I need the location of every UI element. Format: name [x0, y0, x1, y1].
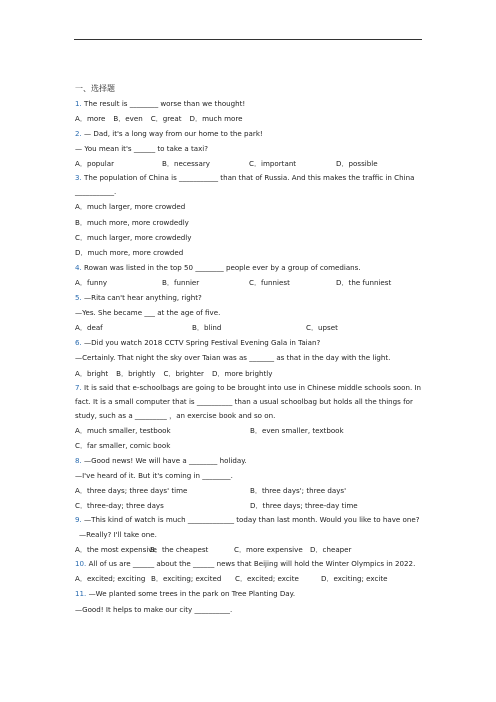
option-d[interactable]: D．the funniest — [336, 277, 392, 287]
question-2-line-2: — You mean it's ______ to take a taxi? — [75, 144, 209, 154]
question-1 — [75, 96, 425, 111]
question-text: —This kind of watch is much _____________ today than last month. Would you like to have one? — [84, 515, 420, 525]
question-9-line-2: —Really? I'll take one. — [79, 530, 157, 540]
option-c[interactable]: C．excited; excite — [235, 574, 299, 584]
question-number: 8. — [75, 455, 82, 465]
options-7 — [75, 423, 425, 438]
question-6 — [75, 335, 425, 350]
question-text: The result is ________ worse than we thought! — [84, 99, 246, 108]
question-3 — [75, 171, 425, 199]
option-b[interactable]: B．funnier — [162, 277, 200, 287]
options-2 — [75, 156, 425, 171]
option-b[interactable]: B．three days'; three days' — [250, 485, 347, 495]
option-d[interactable]: D．cheaper — [310, 545, 352, 555]
option-c[interactable]: C．great — [150, 114, 182, 124]
option-d[interactable]: D．much more — [189, 114, 243, 124]
option-c[interactable]: C．much larger, more crowdedly — [75, 232, 192, 242]
question-number: 6. — [75, 338, 82, 348]
question-text: —We planted some trees in the park on Tree Planting Day. — [88, 589, 296, 599]
options-9 — [75, 542, 425, 557]
option-a[interactable]: A．more — [75, 114, 106, 124]
option-c[interactable]: C．funniest — [249, 277, 290, 287]
option-c[interactable]: C．important — [249, 159, 297, 169]
question-number: 1. — [75, 99, 82, 108]
option-c[interactable]: C．brighter — [163, 368, 204, 378]
option-d[interactable]: D．three days; three-day time — [250, 501, 358, 511]
question-5-line-2: —Yes. She became ___ at the age of five. — [75, 308, 221, 318]
options-6 — [75, 366, 425, 381]
question-number: 10. — [75, 559, 87, 569]
question-number: 3. — [75, 173, 82, 183]
option-b[interactable]: B．exciting; excited — [151, 574, 222, 584]
question-8-line-2: —I've heard of it. But it's coming in ________. — [75, 470, 233, 480]
section-title: 一、选择题 — [75, 84, 115, 93]
option-c[interactable]: C．upset — [306, 323, 338, 333]
options-4 — [75, 275, 425, 290]
option-d[interactable]: D．possible — [336, 159, 378, 169]
option-b[interactable]: B．even — [113, 114, 143, 124]
option-a[interactable]: A．bright — [75, 368, 109, 378]
question-text: It is said that e-schoolbags are going to be brought into use in Chinese middle schools soon. In fact. It is a small computer that is __________ than a usual schoolbag but holds all the things for study, such as a _________ ，an exercise book and so on. — [75, 382, 422, 420]
question-number: 7. — [75, 382, 82, 392]
question-text: —Rita can't hear anything, right? — [84, 293, 202, 303]
question-number: 11. — [75, 589, 87, 599]
question-9 — [75, 513, 425, 527]
header-rule — [74, 39, 422, 40]
option-a[interactable]: A．popular — [75, 159, 115, 169]
option-a[interactable]: A．the most expensive — [75, 545, 157, 555]
option-a[interactable]: A．three days; three days' time — [75, 485, 188, 495]
option-a[interactable]: A．much smaller, testbook — [75, 425, 171, 435]
option-b[interactable]: B．blind — [192, 323, 222, 333]
question-text: Rowan was listed in the top 50 ________ people ever by a group of comedians. — [84, 262, 361, 272]
question-text: —Good news! We will have a ________ holiday. — [84, 455, 247, 465]
options-1 — [75, 111, 425, 126]
question-10 — [75, 557, 425, 571]
option-a[interactable]: A．deaf — [75, 323, 103, 333]
content — [75, 83, 425, 617]
option-c[interactable]: C．far smaller, comic book — [75, 440, 171, 450]
question-number: 2. — [75, 129, 82, 139]
option-c[interactable]: C．three-day; three days — [75, 501, 164, 511]
question-6-line-2: —Certainly. That night the sky over Taian was as _______ as that in the day with the light. — [75, 353, 391, 363]
option-c[interactable]: C．more expensive — [234, 545, 303, 555]
option-b[interactable]: B．necessary — [162, 159, 210, 169]
option-d[interactable]: D．more brightly — [211, 368, 273, 378]
option-a[interactable]: A．much larger, more crowded — [75, 202, 186, 212]
question-text: — Dad, it's a long way from our home to the park! — [84, 129, 263, 139]
question-text: —Did you watch 2018 CCTV Spring Festival Evening Gala in Taian? — [84, 338, 321, 348]
question-8 — [75, 453, 425, 468]
question-11 — [75, 586, 425, 601]
option-b[interactable]: B．even smaller, textbook — [250, 425, 344, 435]
options-8-ab — [75, 483, 425, 498]
option-a[interactable]: A．excited; exciting — [75, 574, 146, 584]
question-text: All of us are ______ about the ______ news that Beijing will hold the Winter Olympics in 2022. — [88, 559, 416, 569]
question-4 — [75, 260, 425, 275]
question-number: 4. — [75, 262, 82, 272]
option-d[interactable]: D．exciting; excite — [321, 574, 388, 584]
option-d[interactable]: D．much more, more crowded — [75, 247, 184, 257]
question-text: The population of China is ___________ than that of Russia. And this makes the traffic in China ___________. — [75, 173, 415, 197]
option-b[interactable]: B．brightly — [116, 368, 156, 378]
question-11-line-2: —Good! It helps to make our city __________. — [75, 604, 233, 614]
option-a[interactable]: A．funny — [75, 277, 108, 287]
options-5 — [75, 320, 425, 335]
question-number: 5. — [75, 293, 82, 303]
option-b[interactable]: B．much more, more crowdedly — [75, 217, 189, 227]
question-5 — [75, 290, 425, 305]
options-8-cd — [75, 498, 425, 513]
options-10 — [75, 571, 425, 586]
question-2 — [75, 126, 425, 141]
option-b[interactable]: B．the cheapest — [150, 545, 209, 555]
question-number: 9. — [75, 515, 82, 525]
question-7 — [75, 381, 425, 423]
